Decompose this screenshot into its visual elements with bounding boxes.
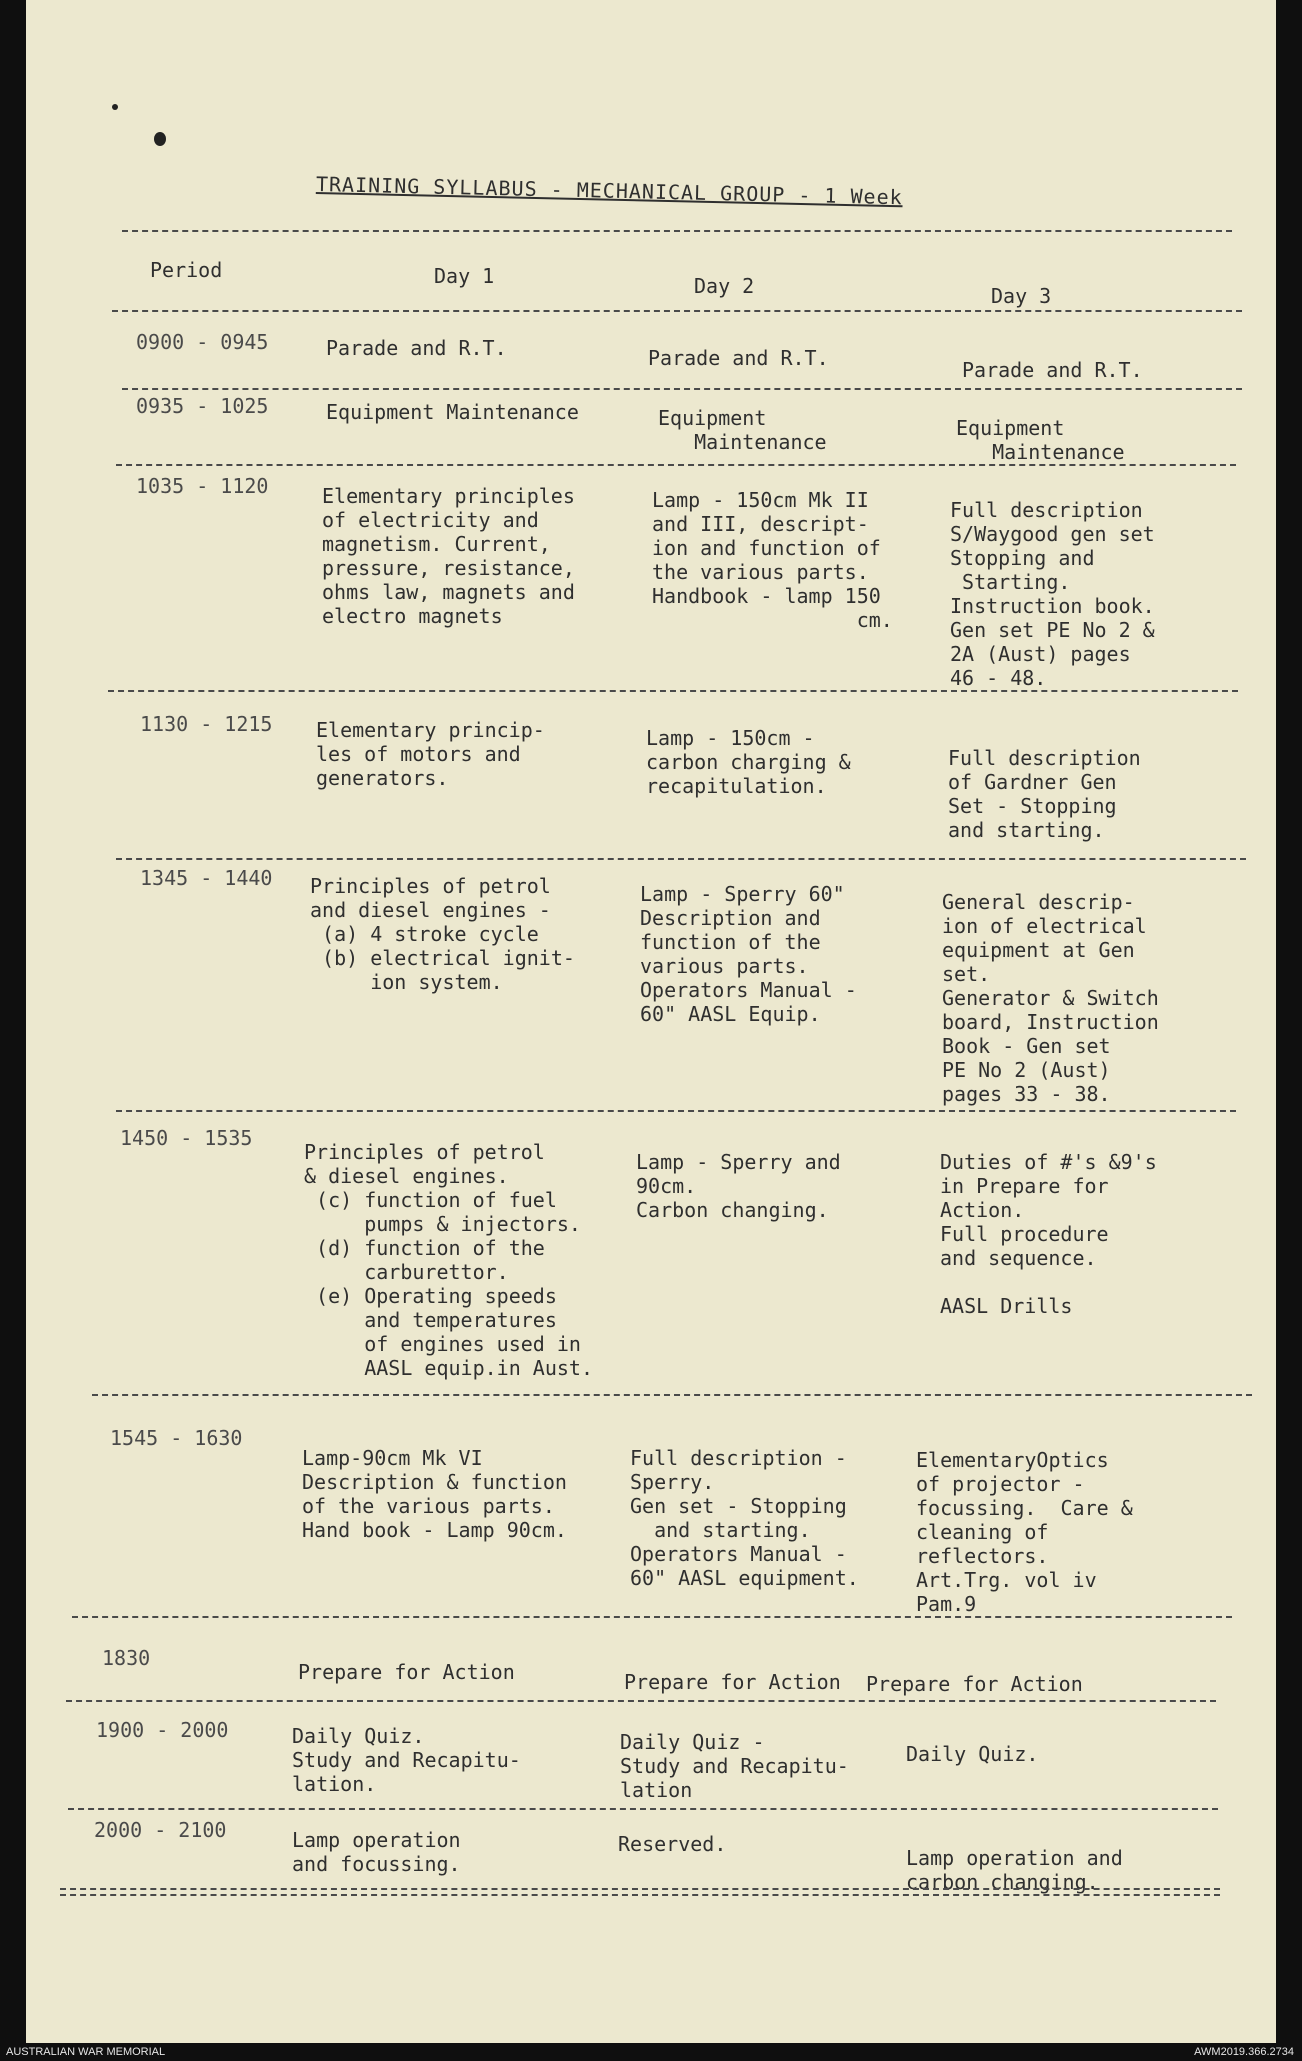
day3-cell: Parade and R.T.: [962, 358, 1143, 382]
day3-cell: Duties of #'s &9's in Prepare for Action. Full procedure and sequence. AASL Drills: [940, 1150, 1157, 1318]
day1-cell: Parade and R.T.: [326, 336, 507, 360]
divider: [122, 388, 1242, 390]
day2-cell: Daily Quiz - Study and Recapitu- lation: [620, 1730, 849, 1802]
period-cell: 2000 - 2100: [94, 1818, 227, 1842]
ink-speck: [154, 132, 166, 146]
divider: [60, 1894, 1220, 1896]
divider: [112, 310, 1242, 312]
day3-cell: General descrip- ion of electrical equipment at Gen set. Generator & Switch board, Instruction Book - Gen set PE No 2 (Aust) pages 33 - 38.: [942, 890, 1159, 1106]
day2-cell: Full description - Sperry. Gen set - Stopping and starting. Operators Manual - 60" AASL equipment.: [630, 1446, 859, 1590]
period-cell: 1545 - 1630: [110, 1426, 243, 1450]
day2-cell: Equipment Maintenance: [658, 406, 827, 454]
divider: [122, 230, 1232, 232]
footer-right: AWM2019.366.2734: [1194, 2046, 1294, 2058]
day1-cell: Daily Quiz. Study and Recapitu- lation.: [292, 1724, 521, 1796]
day3-cell: Full description S/Waygood gen set Stopping and Starting. Instruction book. Gen set PE No 2 & 2A (Aust) pages 46 - 48.: [950, 498, 1155, 690]
day1-cell: Prepare for Action: [298, 1660, 515, 1684]
day1-cell: Principles of petrol and diesel engines - (a) 4 stroke cycle (b) electrical ignit- ion system.: [310, 874, 575, 994]
footer-left: AUSTRALIAN WAR MEMORIAL: [6, 2046, 166, 2058]
period-cell: 1035 - 1120: [136, 474, 269, 498]
day2-cell: Parade and R.T.: [648, 346, 829, 370]
divider: [108, 690, 1238, 692]
footer-bar: [0, 2043, 1302, 2061]
day3-cell: Equipment Maintenance: [956, 416, 1125, 464]
day2-cell: Lamp - Sperry and 90cm. Carbon changing.: [636, 1150, 841, 1222]
day2-cell: Lamp - 150cm Mk II and III, descript- ion and function of the various parts. Handbook - lamp 150 cm.: [652, 488, 893, 632]
day1-cell: Equipment Maintenance: [326, 400, 579, 424]
period-cell: 0900 - 0945: [136, 330, 269, 354]
period-cell: 1900 - 2000: [96, 1718, 229, 1742]
divider: [116, 858, 1246, 860]
divider: [68, 1808, 1218, 1810]
period-cell: 0935 - 1025: [136, 394, 269, 418]
header-day3: Day 3: [991, 284, 1052, 308]
ink-speck: [112, 104, 118, 110]
divider: [60, 1888, 1220, 1890]
day2-cell: Reserved.: [618, 1832, 727, 1856]
page-title: TRAINING SYLLABUS - MECHANICAL GROUP - 1 Week: [315, 172, 903, 210]
header-day1: Day 1: [434, 264, 495, 288]
divider: [116, 464, 1236, 466]
day1-cell: Lamp operation and focussing.: [292, 1828, 461, 1876]
day3-cell: Lamp operation and carbon changing.: [906, 1846, 1123, 1894]
document-page: [26, 0, 1276, 2043]
day2-cell: Lamp - Sperry 60" Description and function of the various parts. Operators Manual - 60" AASL Equip.: [640, 882, 857, 1026]
day1-cell: Principles of petrol & diesel engines. (c) function of fuel pumps & injectors. (d) function of the carburettor. (e) Operating speeds and temperatures of engines used in AASL equip.in Aust.: [304, 1140, 593, 1380]
day1-cell: Elementary princip- les of motors and generators.: [316, 718, 545, 790]
period-cell: 1345 - 1440: [140, 866, 273, 890]
day1-cell: Elementary principles of electricity and magnetism. Current, pressure, resistance, ohms law, magnets and electro magnets: [322, 484, 575, 628]
day3-cell: Prepare for Action: [866, 1672, 1083, 1696]
period-cell: 1450 - 1535: [120, 1126, 253, 1150]
header-day2: Day 2: [694, 274, 755, 298]
day1-cell: Lamp-90cm Mk VI Description & function of the various parts. Hand book - Lamp 90cm.: [302, 1446, 567, 1542]
day3-cell: Daily Quiz.: [906, 1742, 1039, 1766]
divider: [116, 1110, 1236, 1112]
period-cell: 1130 - 1215: [140, 712, 273, 736]
day3-cell: ElementaryOptics of projector - focussing. Care & cleaning of reflectors. Art.Trg. vol iv Pam.9: [916, 1448, 1133, 1616]
header-period: Period: [150, 258, 223, 282]
divider: [66, 1700, 1216, 1702]
period-cell: 1830: [102, 1646, 151, 1670]
divider: [72, 1616, 1232, 1618]
day2-cell: Prepare for Action: [624, 1670, 841, 1694]
day3-cell: Full description of Gardner Gen Set - Stopping and starting.: [948, 746, 1141, 842]
divider: [92, 1394, 1252, 1396]
day2-cell: Lamp - 150cm - carbon charging & recapitulation.: [646, 726, 851, 798]
